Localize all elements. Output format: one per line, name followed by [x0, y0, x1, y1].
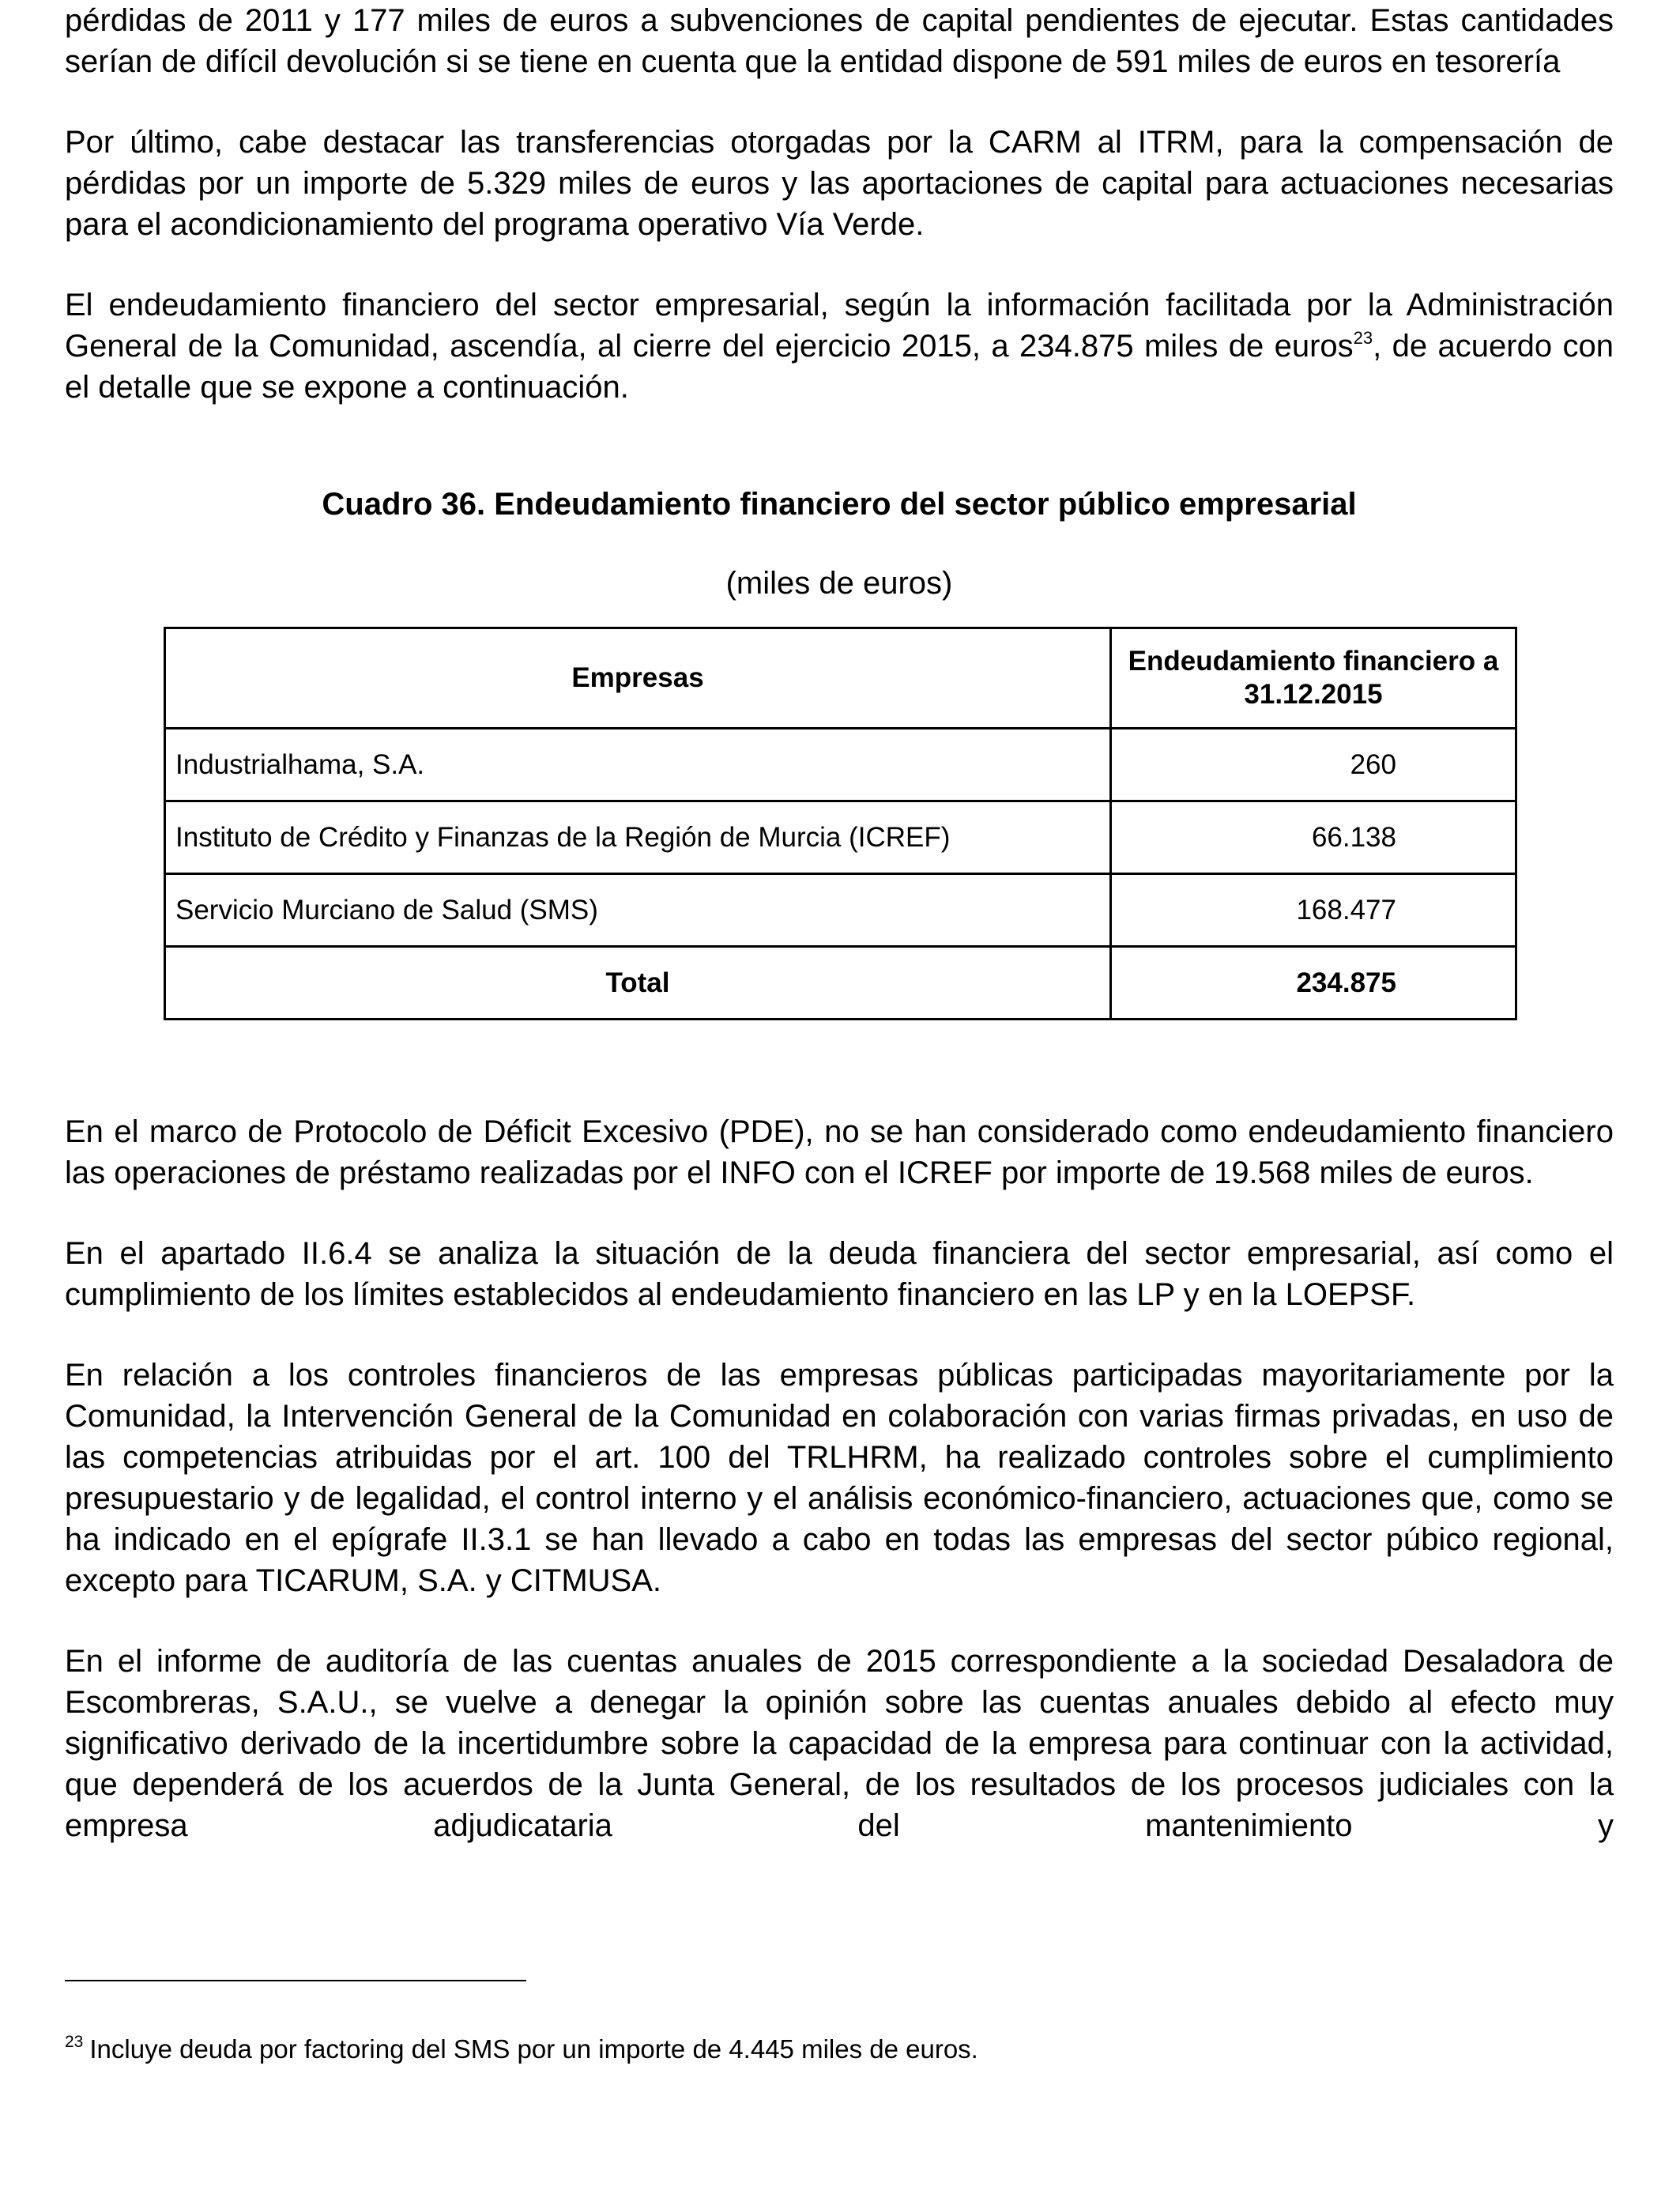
paragraph-4: En el marco de Protocolo de Déficit Excesivo (PDE), no se han considerado como endeudamiento financiero las operaciones de préstamo realizadas por el INFO con el ICREF por importe de 19.568 miles de euros.	[65, 1114, 1614, 1190]
table-row	[165, 801, 1516, 874]
footnote-separator	[65, 1980, 526, 1981]
table-row	[165, 729, 1516, 801]
total-value: 234.875	[1111, 947, 1516, 1020]
paragraph-5: En el apartado II.6.4 se analiza la situación de la deuda financiera del sector empresarial, así como el cumplimiento de los límites establecidos al endeudamiento financiero en las LP y en la LOEPSF.	[65, 1236, 1614, 1312]
top-text-block	[65, 0, 1614, 444]
paragraph-1: pérdidas de 2011 y 177 miles de euros a subvenciones de capital pendientes de ejecutar. Estas cantidades serían de difícil devolución si se tiene en cuenta que la entidad dispone de 591 miles de euros en tesorería	[65, 3, 1614, 79]
paragraph-6: En relación a los controles financieros de las empresas públicas participadas mayoritariamente por la Comunidad, la Intervención General de la Comunidad en colaboración con varias firmas privadas, en uso de las competencias atribuidas por el art. 100 del TRLHRM, ha realizado controles sobre el cumplimiento presupuestario y de legalidad, el control interno y el análisis económico-financiero, actuaciones que, como se ha indicado en el epígrafe II.3.1 se han llevado a cabo en todas las empresas del sector púbico regional, excepto para TICARUM, S.A. y CITMUSA.	[65, 1358, 1614, 1598]
total-label: Total	[165, 947, 1111, 1020]
cell-valor: 168.477	[1111, 874, 1516, 947]
footnote-reference[interactable]: 23	[1353, 328, 1373, 348]
footnote-text: Incluye deuda por factoring del SMS por un importe de 4.445 miles de euros.	[89, 2034, 978, 2064]
debt-table	[164, 627, 1517, 1020]
cell-valor: 66.138	[1111, 801, 1516, 874]
paragraph-3	[65, 285, 1614, 408]
bottom-text-block	[65, 1111, 1614, 1883]
table-header-row	[165, 628, 1516, 729]
paragraph-2: Por último, cabe destacar las transferencias otorgadas por la CARM al ITRM, para la compensación de pérdidas por un importe de 5.329 miles de euros y las aportaciones de capital para actuaciones necesarias para el acondicionamiento del programa operativo Vía Verde.	[65, 125, 1614, 242]
table-units: (miles de euros)	[725, 566, 953, 601]
table-total-row	[165, 947, 1516, 1020]
footnote	[65, 2033, 978, 2066]
table-title: Cuadro 36. Endeudamiento financiero del sector público empresarial	[322, 487, 1357, 522]
paragraph-3-tail: , de acuerdo con el detalle que se expone a continuación.	[65, 329, 1614, 405]
header-endeudamiento: Endeudamiento financiero a 31.12.2015	[1111, 628, 1516, 729]
paragraph-7: En el informe de auditoría de las cuentas anuales de 2015 correspondiente a la sociedad Desaladora de Escombreras, S.A.U., se vuelve a denegar la opinión sobre las cuentas anuales debido al efecto muy significativo derivado de la incertidumbre sobre la capacidad de la empresa para continuar con la actividad, que dependerá de los acuerdos de la Junta General, de los resultados de los procesos judiciales con la empresa adjudicataria del mantenimiento y	[65, 1644, 1614, 1843]
paragraph-3-text: El endeudamiento financiero del sector empresarial, según la información facilitada por la Administración General de la Comunidad, ascendía, al cierre del ejercicio 2015, a 234.875 miles de euros	[65, 288, 1614, 364]
header-empresas: Empresas	[165, 628, 1111, 729]
cell-valor: 260	[1111, 729, 1516, 801]
cell-empresa: Instituto de Crédito y Finanzas de la Región de Murcia (ICREF)	[165, 801, 1111, 874]
footnote-number: 23	[65, 2033, 84, 2051]
cell-empresa: Servicio Murciano de Salud (SMS)	[165, 874, 1111, 947]
cell-empresa: Industrialhama, S.A.	[165, 729, 1111, 801]
table-row	[165, 874, 1516, 947]
